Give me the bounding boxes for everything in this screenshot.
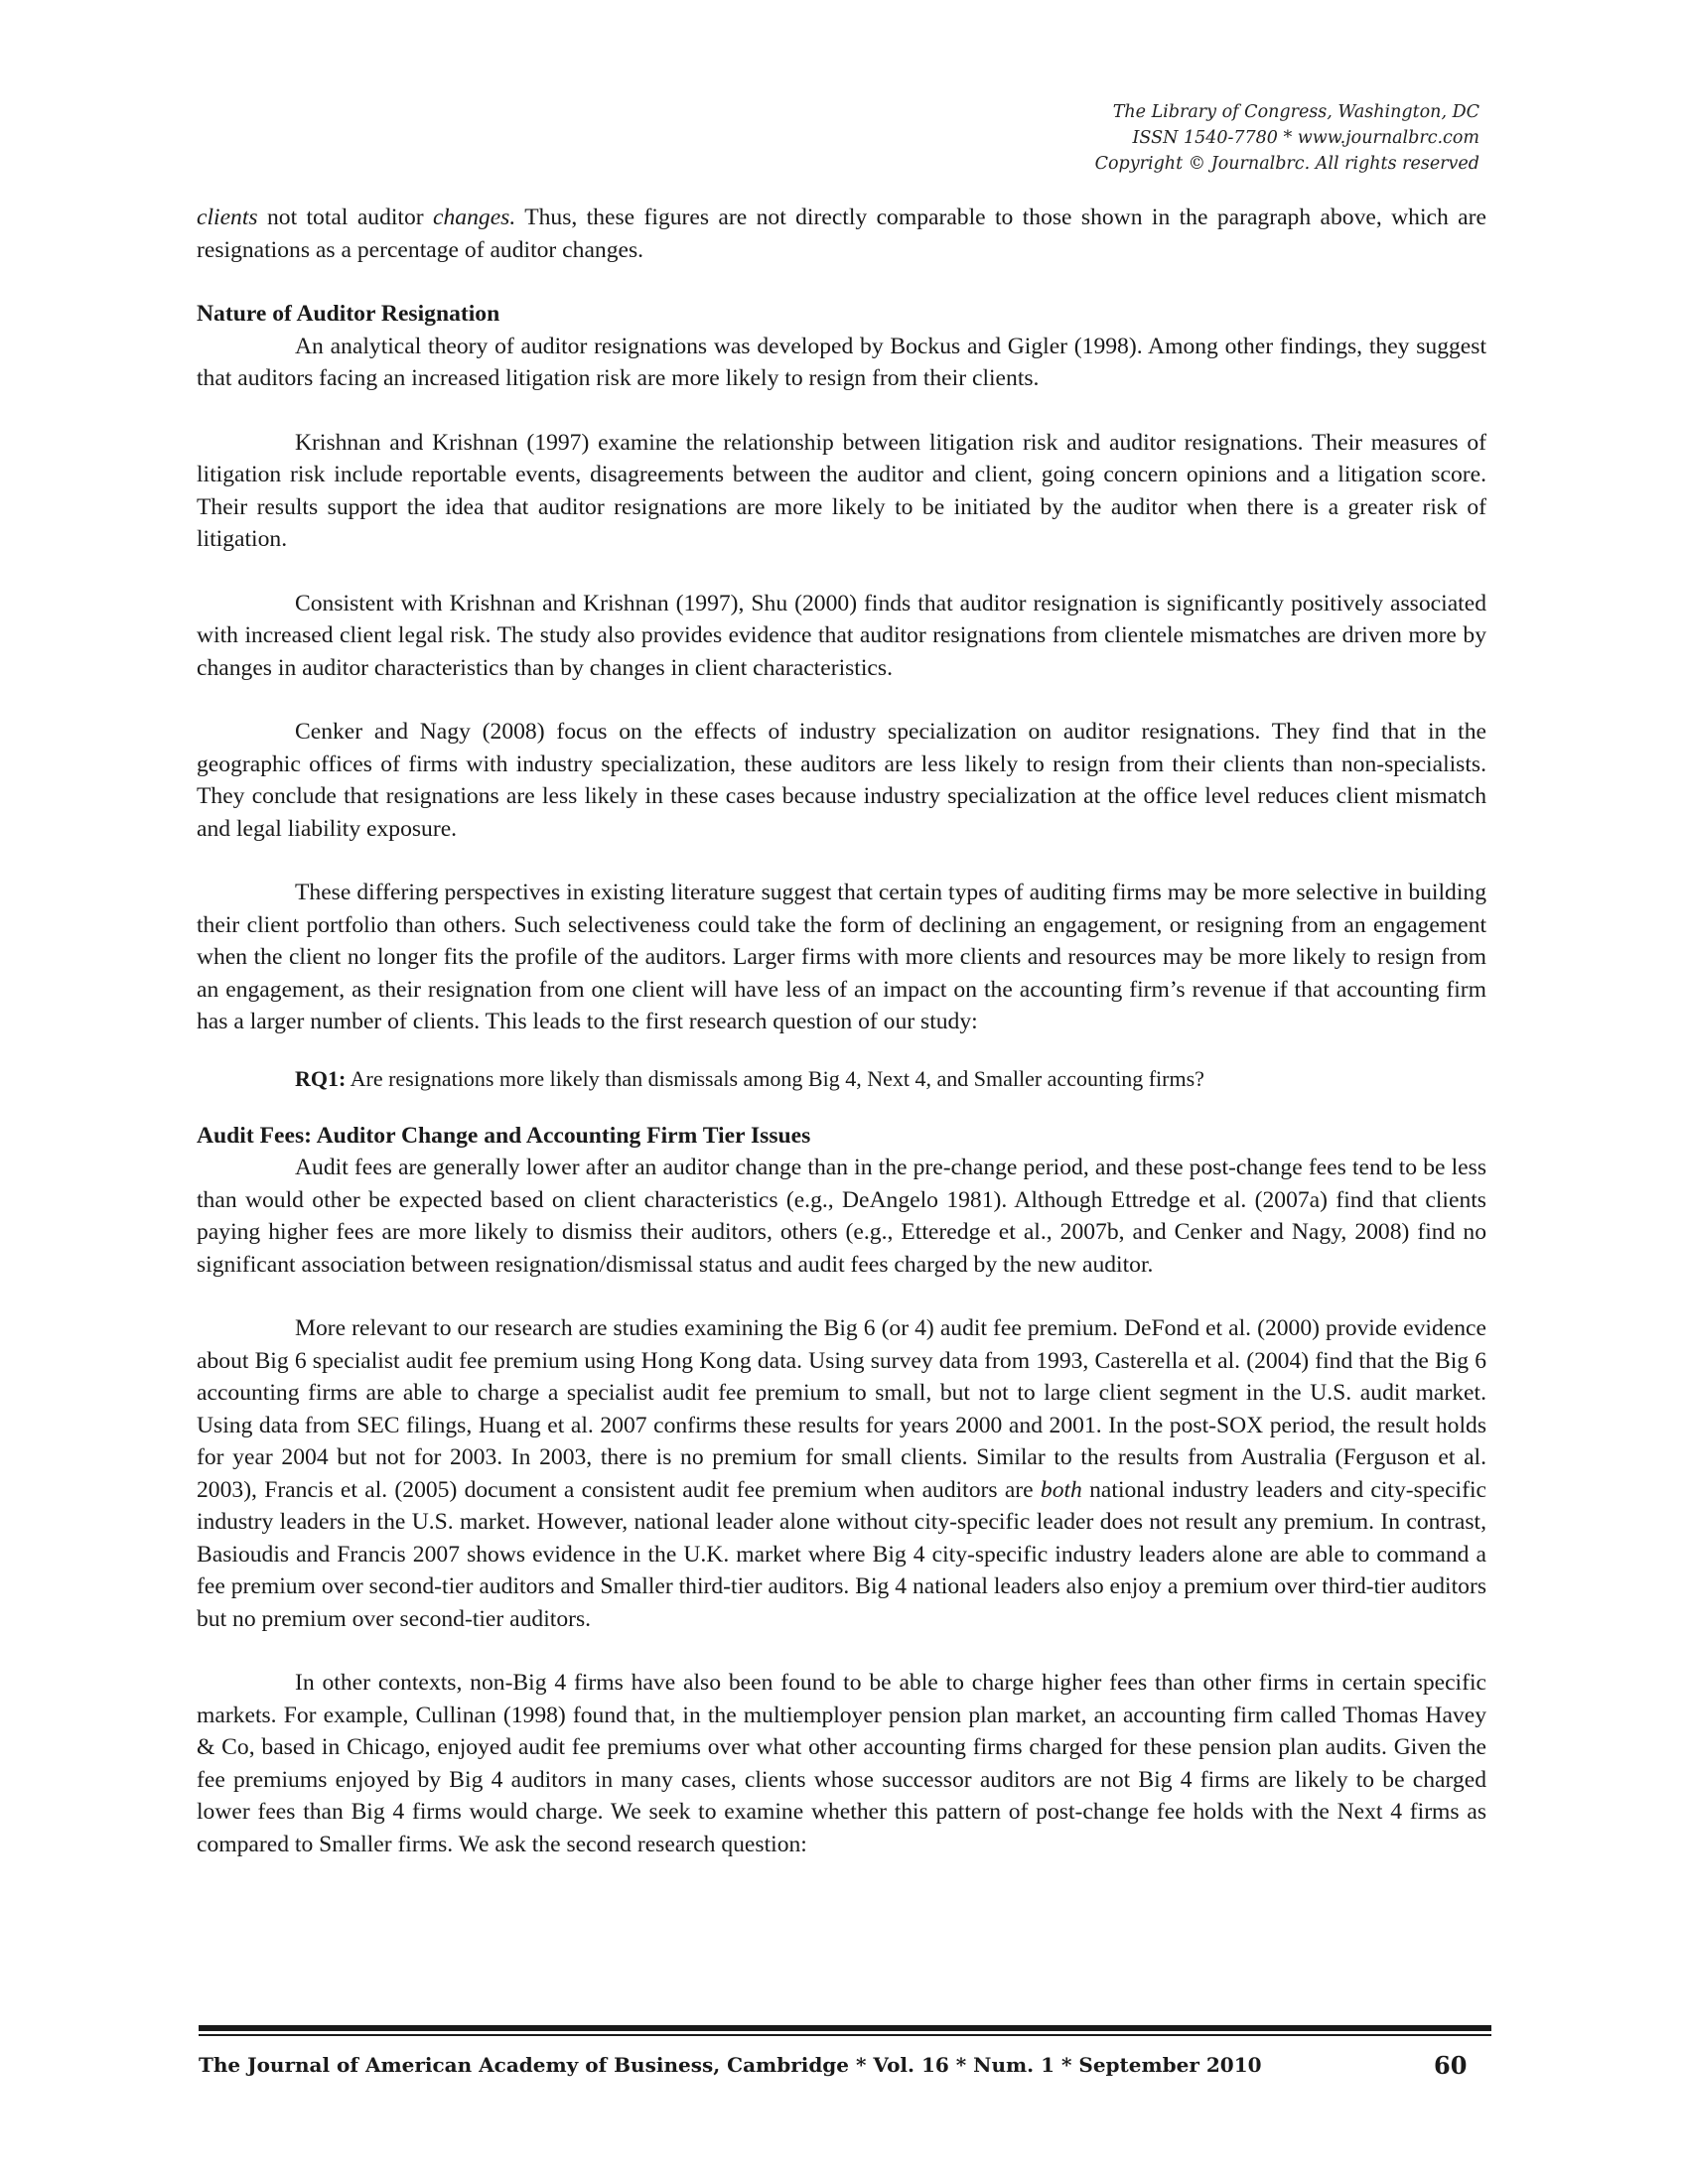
- paragraph: Krishnan and Krishnan (1997) examine the relationship between litigation risk and auditor resignations. Their measures of litigation risk include reportable events, disagreements between the auditor and client, going concern opinions and a litigation score. Their results support the idea that auditor resignations are more likely to be initiated by the auditor when there is a greater risk of litigation.: [197, 429, 1486, 552]
- paragraph: Audit fees are generally lower after an auditor change than in the pre-change period, and these post-change fees tend to be less than would other be expected based on client characteristics (e.g., DeAngelo 1981). Although Ettredge et al. (2007a) find that clients paying higher fees are more likely to dismiss their auditors, others (e.g., Etteredge et al., 2007b, and Cenker and Nagy, 2008) find no significant association between resignation/dismissal status and audit fees charged by the new auditor.: [197, 1155, 1486, 1278]
- header-publisher: The Library of Congress, Washington, DC: [1112, 102, 1479, 122]
- research-question-1: [197, 1064, 1486, 1094]
- paragraph-text-part-2: national industry leaders and city-specific industry leaders in the U.S. market. However, national leader alone without city-specific leader does not result any premium. In contrast, Basioudis and Francis 2007 shows evidence in the U.K. market where Big 4 city-specific industry leaders alone are able to command a fee premium over second-tier auditors and Smaller third-tier auditors. Big 4 national leaders also enjoy a premium over third-tier auditors but no premium over second-tier auditors.: [197, 1476, 1486, 1632]
- rq-label: RQ1:: [295, 1065, 347, 1091]
- footer-rule: [199, 2025, 1491, 2031]
- emphasis-both: both: [1040, 1476, 1082, 1503]
- paragraph: [197, 1312, 1486, 1635]
- paragraph: Cenker and Nagy (2008) focus on the effects of industry specialization on auditor resignations. They find that in the geographic offices of firms with industry specialization, these auditors are less likely to resign from their clients than non-specialists. They conclude that resignations are less likely in these cases because industry specialization at the office level reduces client mismatch and legal liability exposure.: [197, 719, 1486, 842]
- emphasis-changes: changes.: [433, 205, 516, 230]
- paragraph: Consistent with Krishnan and Krishnan (1997), Shu (2000) finds that auditor resignation is significantly positively associated with increased client legal risk. The study also provides evidence that auditor resignations from clientele mismatches are driven more by changes in auditor characteristics than by changes in client characteristics.: [197, 590, 1486, 681]
- running-header: [884, 99, 1479, 177]
- header-copyright: Copyright © Journalbrc. All rights reserved: [1094, 154, 1479, 174]
- emphasis-clients: clients: [197, 205, 258, 230]
- paragraph-text-part-1: More relevant to our research are studies examining the Big 6 (or 4) audit fee premium. DeFond et al. (2000) provide evidence about Big 6 specialist audit fee premium using Hong Kong data. Using survey data from 1993, Casterella et al. (2004) find that the Big 6 accounting firms are able to charge a specialist audit fee premium to small, but not to large client segment in the U.S. audit market. Using data from SEC filings, Huang et al. 2007 confirms these results for years 2000 and 2001. In the post-SOX period, the result holds for year 2004 but not for 2003. In 2003, there is no premium for small clients. Similar to the results from Australia (Ferguson et al. 2003), Francis et al. (2005) document a consistent audit fee premium when auditors are: [197, 1315, 1486, 1503]
- journal-footer: The Journal of American Academy of Business, Cambridge * Vol. 16 * Num. 1 * September 2010: [199, 2053, 1262, 2077]
- continuation-text-1: not total auditor: [257, 205, 434, 230]
- rq-text: Are resignations more likely than dismissals among Big 4, Next 4, and Smaller accounting firms?: [346, 1065, 1204, 1091]
- section-heading-audit-fees: Audit Fees: Auditor Change and Accounting Firm Tier Issues: [197, 1122, 811, 1149]
- footer-rule-thin: [199, 2034, 1491, 2036]
- continuation-text-2: Thus, these figures are not directly comparable to those shown in the paragraph above, which are resignations as a percentage of auditor changes.: [197, 205, 1486, 263]
- section-heading-resignation: Nature of Auditor Resignation: [197, 301, 500, 327]
- page-number: 60: [1434, 2051, 1468, 2080]
- paragraph: An analytical theory of auditor resignations was developed by Bockus and Gigler (1998). Among other findings, they suggest that auditors facing an increased litigation risk are more likely to resign from their clients.: [197, 333, 1486, 391]
- header-issn: ISSN 1540-7780 * www.journalbrc.com: [1132, 128, 1479, 148]
- continuation-paragraph: [197, 202, 1486, 266]
- paragraph: In other contexts, non-Big 4 firms have also been found to be able to charge higher fees than other firms in certain specific markets. For example, Cullinan (1998) found that, in the multiemployer pension plan market, an accounting firm called Thomas Havey & Co, based in Chicago, enjoyed audit fee premiums over what other accounting firms charged for these pension plan audits. Given the fee premiums enjoyed by Big 4 auditors in many cases, clients whose successor auditors are not Big 4 firms are likely to be charged lower fees than Big 4 firms would charge. We seek to examine whether this pattern of post-change fee holds with the Next 4 firms as compared to Smaller firms. We ask the second research question:: [197, 1670, 1486, 1857]
- paragraph: These differing perspectives in existing literature suggest that certain types of auditing firms may be more selective in building their client portfolio than others. Such selectiveness could take the form of declining an engagement, or resigning from an engagement when the client no longer fits the profile of the auditors. Larger firms with more clients and resources may be more likely to resign from an engagement, as their resignation from one client will have less of an impact on the accounting firm’s revenue if that accounting firm has a larger number of clients. This leads to the first research question of our study:: [197, 880, 1486, 1034]
- article-body: [197, 202, 1486, 1892]
